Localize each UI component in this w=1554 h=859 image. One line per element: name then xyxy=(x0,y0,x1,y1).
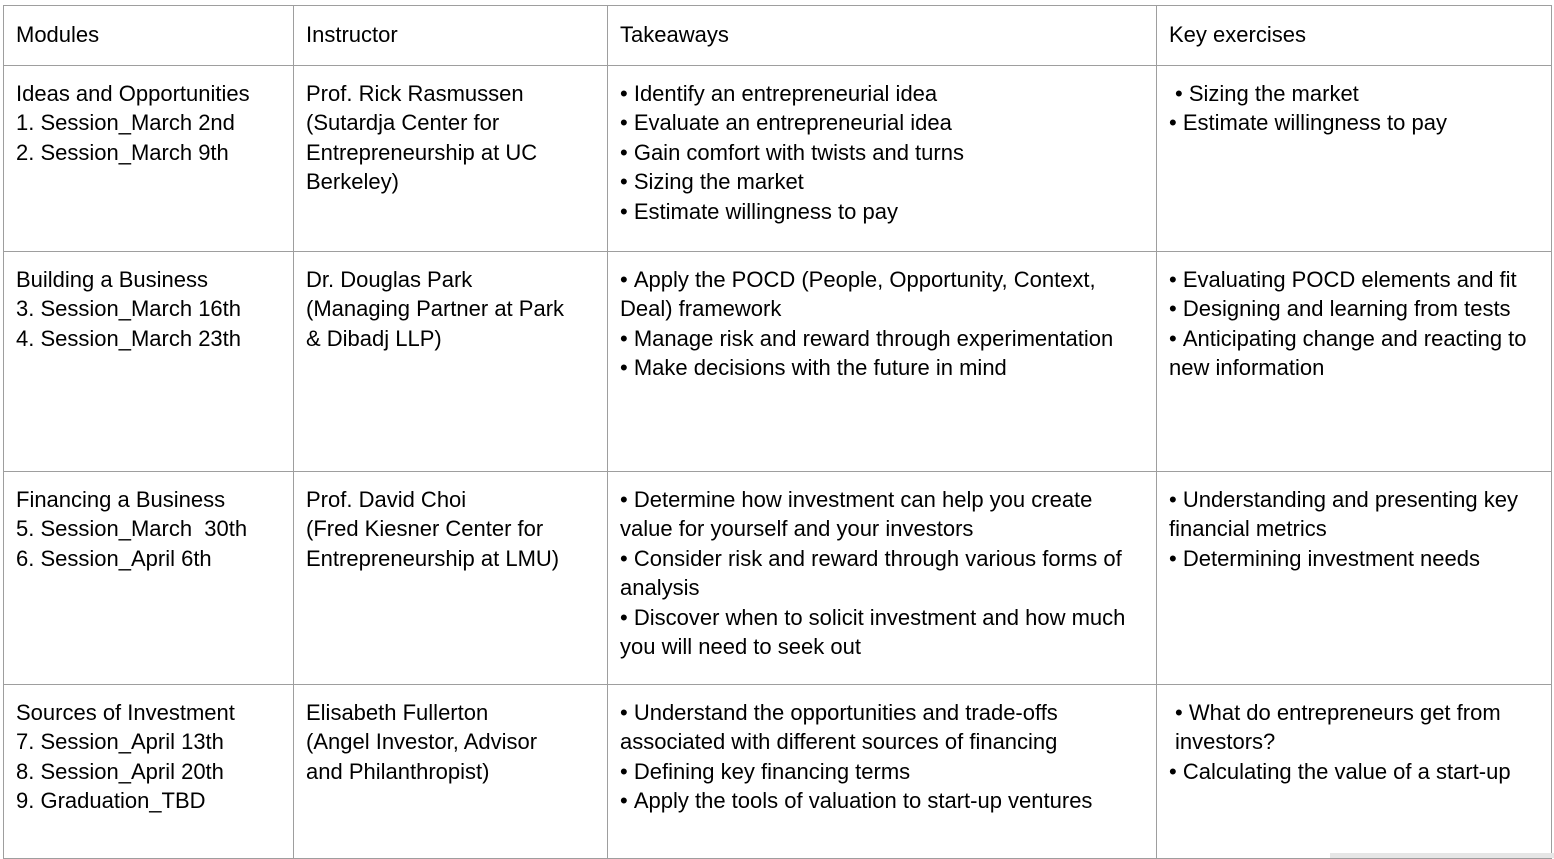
instructor-name: Prof. Rick Rasmussen xyxy=(306,81,524,106)
takeaway-item: • Estimate willingness to pay xyxy=(620,197,1146,226)
takeaway-item: • Discover when to solicit investment and how much you will need to seek out xyxy=(620,603,1146,662)
exercise-item: • Sizing the market xyxy=(1169,79,1541,108)
header-takeaways: Takeaways xyxy=(608,6,1157,66)
takeaway-item: • Identify an entrepreneurial idea xyxy=(620,79,1146,108)
takeaway-item: • Consider risk and reward through various forms of analysis xyxy=(620,544,1146,603)
exercise-item: • Determining investment needs xyxy=(1169,544,1541,573)
takeaways-cell xyxy=(608,472,1157,685)
session-item: 1. Session_March 2nd xyxy=(16,110,235,136)
module-title: Ideas and Opportunities xyxy=(16,81,250,106)
table-row xyxy=(4,66,1552,252)
instructor-affiliation: Entrepreneurship at LMU) xyxy=(306,545,560,571)
exercises-cell xyxy=(1157,685,1552,859)
takeaways-cell xyxy=(608,252,1157,472)
exercise-item: • Evaluating POCD elements and fit xyxy=(1169,265,1541,294)
horizontal-scrollbar[interactable] xyxy=(1330,853,1554,858)
header-key-exercises: Key exercises xyxy=(1157,6,1552,66)
instructor-affiliation: Berkeley) xyxy=(306,169,399,195)
instructor-name: Elisabeth Fullerton xyxy=(306,700,489,725)
session-item: 8. Session_April 20th xyxy=(16,758,224,784)
takeaway-item: • Make decisions with the future in mind xyxy=(620,353,1146,382)
instructor-affiliation: (Sutardja Center for xyxy=(306,110,500,136)
module-cell xyxy=(4,472,294,685)
exercise-item: • Designing and learning from tests xyxy=(1169,294,1541,323)
module-cell xyxy=(4,252,294,472)
exercise-item: • Calculating the value of a start-up xyxy=(1169,757,1541,786)
instructor-cell xyxy=(294,685,608,859)
session-item: 5. Session_March 30th xyxy=(16,516,248,542)
session-item: 3. Session_March 16th xyxy=(16,296,242,322)
session-item: 9. Graduation_TBD xyxy=(16,788,206,814)
table-row xyxy=(4,472,1552,685)
instructor-affiliation: (Fred Kiesner Center for xyxy=(306,516,544,542)
module-title: Sources of Investment xyxy=(16,700,235,725)
exercises-cell xyxy=(1157,472,1552,685)
instructor-cell xyxy=(294,472,608,685)
module-title: Financing a Business xyxy=(16,487,226,512)
header-instructor: Instructor xyxy=(294,6,608,66)
table-row xyxy=(4,685,1552,859)
module-cell xyxy=(4,66,294,252)
header-row xyxy=(4,6,1552,66)
session-item: 4. Session_March 23th xyxy=(16,325,242,351)
instructor-affiliation: and Philanthropist) xyxy=(306,758,490,784)
instructor-name: Dr. Douglas Park xyxy=(306,267,473,292)
curriculum-table xyxy=(3,5,1552,859)
exercise-item: • Estimate willingness to pay xyxy=(1169,108,1541,137)
takeaways-cell xyxy=(608,685,1157,859)
takeaway-item: • Sizing the market xyxy=(620,167,1146,196)
exercises-cell xyxy=(1157,66,1552,252)
exercise-item: • Understanding and presenting key financial metrics xyxy=(1169,485,1541,544)
takeaway-item: • Apply the POCD (People, Opportunity, Context, Deal) framework xyxy=(620,265,1146,324)
instructor-affiliation: & Dibadj LLP) xyxy=(306,325,442,351)
instructor-affiliation: (Managing Partner at Park xyxy=(306,296,565,322)
exercises-cell xyxy=(1157,252,1552,472)
instructor-affiliation: (Angel Investor, Advisor xyxy=(306,729,538,755)
takeaway-item: • Defining key financing terms xyxy=(620,757,1146,786)
takeaway-item: • Understand the opportunities and trade-offs associated with different sources of financing xyxy=(620,698,1146,757)
module-title: Building a Business xyxy=(16,267,209,292)
takeaway-item: • Evaluate an entrepreneurial idea xyxy=(620,108,1146,137)
module-cell xyxy=(4,685,294,859)
exercise-item: • What do entrepreneurs get from investors? xyxy=(1169,698,1541,757)
takeaway-item: • Apply the tools of valuation to start-up ventures xyxy=(620,786,1146,815)
takeaway-item: • Gain comfort with twists and turns xyxy=(620,138,1146,167)
header-modules: Modules xyxy=(4,6,294,66)
table-row xyxy=(4,252,1552,472)
takeaway-item: • Determine how investment can help you create value for yourself and your investors xyxy=(620,485,1146,544)
instructor-affiliation: Entrepreneurship at UC xyxy=(306,139,538,165)
instructor-name: Prof. David Choi xyxy=(306,487,467,512)
instructor-cell xyxy=(294,252,608,472)
takeaways-cell xyxy=(608,66,1157,252)
session-item: 7. Session_April 13th xyxy=(16,729,224,755)
exercise-item: • Anticipating change and reacting to new information xyxy=(1169,324,1541,383)
session-item: 6. Session_April 6th xyxy=(16,545,212,571)
instructor-cell xyxy=(294,66,608,252)
session-item: 2. Session_March 9th xyxy=(16,139,229,165)
takeaway-item: • Manage risk and reward through experimentation xyxy=(620,324,1146,353)
